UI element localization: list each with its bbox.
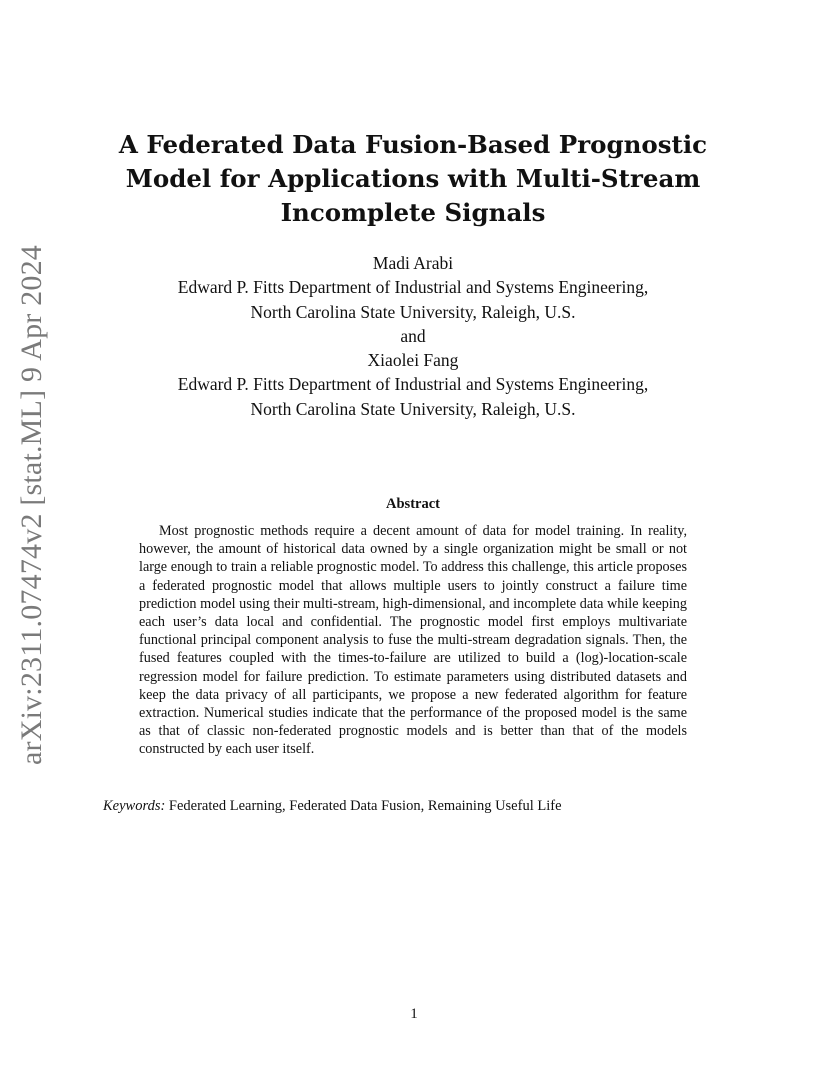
- author-name: Madi Arabi: [372, 253, 454, 273]
- author-name: Xiaolei Fang: [367, 350, 459, 371]
- affiliation-line: North Carolina State University, Raleigh, U.S.: [250, 398, 576, 419]
- arxiv-identifier: arXiv:2311.07474v2 [stat.ML] 9 Apr 2024: [15, 245, 48, 765]
- keywords-line: [103, 796, 723, 816]
- author-separator: and: [400, 325, 426, 346]
- paper-title: A Federated Data Fusion-Based Prognostic Model for Applications with Multi-Stream Incomplete Signals: [118, 130, 708, 227]
- abstract-heading: Abstract: [386, 496, 440, 512]
- page-number: 1: [410, 1006, 418, 1022]
- affiliation-line: Edward P. Fitts Department of Industrial and Systems Engineering,: [177, 277, 649, 298]
- keywords-text: Federated Learning, Federated Data Fusion, Remaining Useful Life: [168, 798, 562, 814]
- abstract-text: Most prognostic methods require a decent amount of data for model training. In reality, however, the amount of historical data owned by a single organization might be small or not large enough to train a reliable prognostic model. To address this challenge, this article proposes a federated prognostic model that allows multiple users to jointly construct a failure time prediction model using their multi-stream, high-dimensional, and incomplete data while keeping each user’s data local and confidential. The prognostic model first employs multivariate functional principal component analysis to fuse the multi-stream degradation signals. Then, the fused features coupled with the times-to-failure are utilized to build a (log)-location-scale regression model for failure prediction. To estimate parameters using distributed datasets and keep the data privacy of all participants, we propose a new federated algorithm for feature extraction. Numerical studies indicate that the performance of the proposed model is the same as that of classic non-federated prognostic models and is better than that of the models constructed by each user itself.: [139, 523, 687, 758]
- keywords-label: Keywords:: [103, 798, 166, 814]
- affiliation-line: Edward P. Fitts Department of Industrial and Systems Engineering,: [177, 374, 649, 395]
- affiliation-line: North Carolina State University, Raleigh, U.S.: [250, 301, 576, 322]
- author-block: [90, 251, 736, 421]
